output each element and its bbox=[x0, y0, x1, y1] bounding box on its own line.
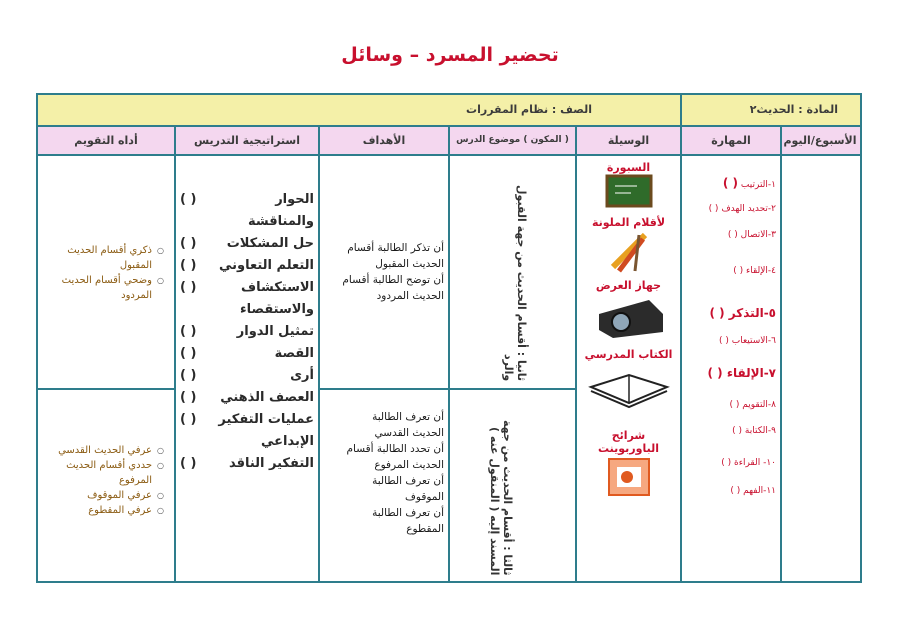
pencils-icon bbox=[579, 229, 678, 275]
strategy-item: التفكير الناقد ( ) bbox=[180, 456, 314, 471]
skill-item: ٢-تحديد الهدف ( ) bbox=[708, 204, 776, 214]
strategy-item: والاستقصاء bbox=[239, 302, 314, 317]
evaluation-1 bbox=[46, 243, 164, 303]
topic-1: ثانيا : أقسام الحديث من جهة القبول والرد bbox=[502, 184, 528, 381]
evaluation-item: ○ حددي أقسام الحديث المرفوع bbox=[46, 458, 164, 488]
strategy-item: القصة ( ) bbox=[180, 346, 314, 361]
lesson-plan-table bbox=[36, 93, 862, 583]
skill-item: ٧-الإلقاء ( ) bbox=[707, 366, 776, 380]
strategy-item: عمليات التفكير ( ) bbox=[180, 412, 314, 427]
strategies-list bbox=[180, 189, 314, 475]
tool-projector-label: جهاز العرض bbox=[595, 279, 662, 292]
col-goals: الأهداف bbox=[320, 127, 448, 154]
tools-column bbox=[579, 161, 678, 581]
col-skill: المهارة bbox=[682, 127, 780, 154]
skills-list bbox=[686, 177, 776, 511]
book-icon bbox=[579, 361, 678, 411]
strategy-item: العصف الذهني ( ) bbox=[180, 390, 314, 405]
strategy-item: أرى ( ) bbox=[180, 368, 314, 383]
evaluation-item: ○ عرفي المقطوع bbox=[46, 503, 164, 518]
goals-1: أن تذكر الطالبة أقسام الحديث المقبول أن توضح الطالبة أقسام الحديث المردود bbox=[342, 242, 444, 302]
strategy-item: حل المشكلات ( ) bbox=[180, 236, 314, 251]
strategy-item: والمناقشة bbox=[248, 214, 314, 229]
col-week: الأسبوع/اليوم bbox=[780, 127, 860, 154]
projector-icon bbox=[579, 292, 678, 342]
skill-item: ٩-الكتابة ( ) bbox=[732, 426, 776, 436]
skill-item: ٣-الاتصال ( ) bbox=[727, 230, 776, 240]
subject-label: المادة : الحديث٢ bbox=[749, 103, 838, 116]
evaluation-item: ○ وضحي أقسام الحديث المردود bbox=[46, 273, 164, 303]
evaluation-item: ○ عرفي الموقوف bbox=[46, 488, 164, 503]
tool-pens-label: لأقلام الملونة bbox=[591, 216, 666, 229]
skill-item: ٥-التذكر ( ) bbox=[709, 306, 776, 320]
strategy-item: الإبداعي bbox=[260, 434, 314, 449]
skill-item: ١١-الفهم ( ) bbox=[730, 486, 776, 496]
skill-item: ٤-الإلقاء ( ) bbox=[733, 266, 776, 276]
page-title: تحضير المسرد – وسائل bbox=[341, 44, 559, 66]
skill-item: ١-الترتيب ( ) bbox=[722, 176, 776, 190]
header-row bbox=[38, 95, 860, 125]
chalkboard-icon bbox=[579, 174, 678, 210]
col-topic: ( المكون ) موضوع الدرس bbox=[450, 127, 575, 154]
powerpoint-icon bbox=[579, 455, 678, 499]
col-strategy: استراتيجية التدريس bbox=[176, 127, 318, 154]
evaluation-2 bbox=[46, 443, 164, 518]
skill-item: ٨-التقويم ( ) bbox=[729, 400, 776, 410]
goals-2: أن تعرف الطالبة الحديث القدسي أن تحدد الطالبة أقسام الحديث المرفوع أن تعرف الطالبة الموقوف أن تعرف الطالبة المقطوع bbox=[346, 411, 444, 535]
tool-book-label: الكتاب المدرسي bbox=[584, 348, 673, 361]
evaluation-item: ○ عرفي الحديث القدسي bbox=[46, 443, 164, 458]
strategy-item: التعلم التعاوني ( ) bbox=[180, 258, 314, 273]
strategy-item: الاستكشاف ( ) bbox=[180, 280, 314, 295]
strategy-item: تمثيل الدوار ( ) bbox=[180, 324, 314, 339]
evaluation-item: ○ ذكري أقسام الحديث المقبول bbox=[46, 243, 164, 273]
tool-board-label: السبورة bbox=[606, 161, 651, 174]
grade-label: الصف : نظام المقررات bbox=[466, 103, 592, 116]
skill-item: ٦-الاستيعاب ( ) bbox=[718, 336, 776, 346]
strategy-item: الحوار ( ) bbox=[180, 192, 314, 207]
topic-2: ثالثا : أقسام الحديث من جهة المسند إليه ( المنقول عنه ) bbox=[488, 419, 514, 575]
col-tool: الوسيلة bbox=[577, 127, 680, 154]
skill-item: ١٠- القراءة ( ) bbox=[721, 458, 776, 468]
tool-slides-label: شرائح الباوربوينت bbox=[598, 429, 659, 455]
col-evaluation: أداه التقويم bbox=[38, 127, 174, 154]
